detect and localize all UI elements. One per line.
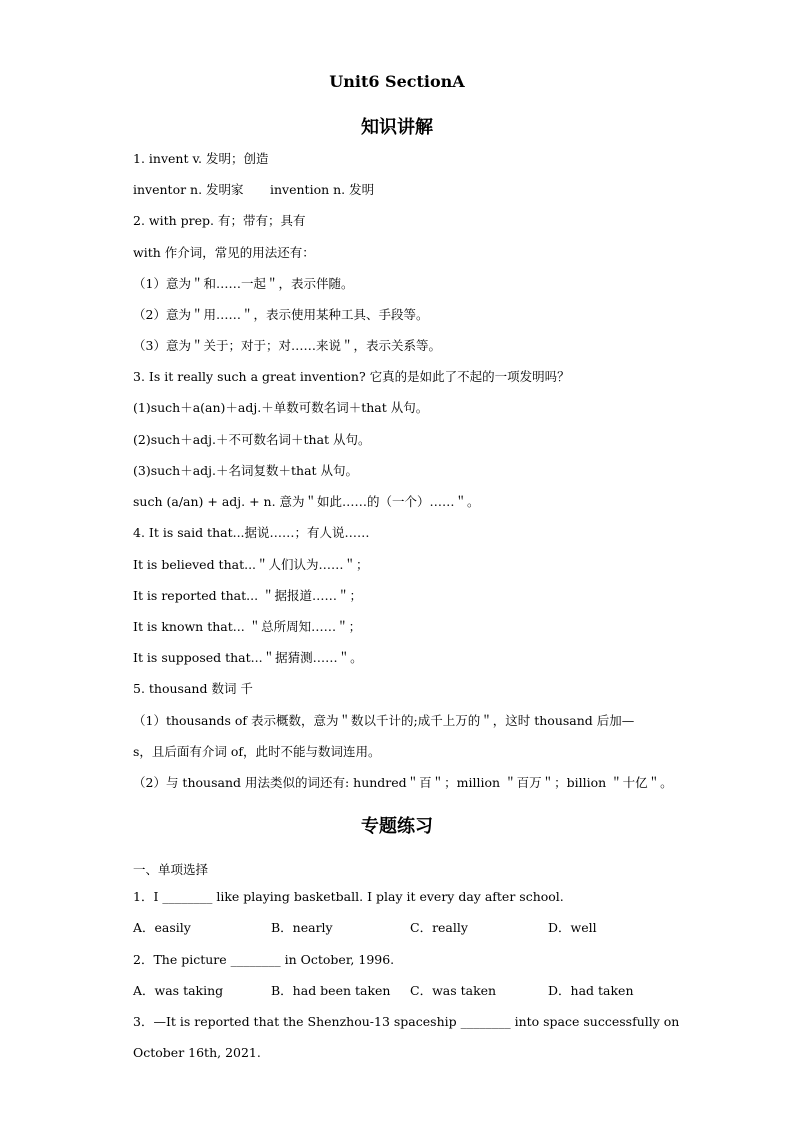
knowledge-line-9: (1)such＋a(an)＋adj.＋单数可数名词＋that 从句。	[133, 400, 429, 415]
q2-option-d: D．had taken	[548, 983, 634, 998]
knowledge-line-2a: inventor n. 发明家	[133, 182, 244, 197]
q1-option-b: B．nearly	[271, 920, 333, 935]
knowledge-line-19: （1）thousands of 表示概数，意为＂数以千计的;成千上万的＂，这时 thousand 后加—	[133, 713, 635, 728]
q1-option-a: A．easily	[133, 920, 191, 935]
knowledge-line-2b: invention n. 发明	[270, 182, 375, 197]
q2-option-a: A．was taking	[133, 983, 224, 998]
knowledge-line-14: It is believed that...＂人们认为……＂；	[133, 557, 369, 572]
knowledge-line-16: It is known that... ＂总所周知……＂；	[133, 619, 362, 634]
knowledge-line-12: such (a/an) + adj. + n. 意为＂如此……的（一个）……＂。	[133, 494, 480, 509]
knowledge-line-5: （1）意为＂和……一起＂，表示伴随。	[133, 276, 354, 291]
q1-option-c: C．really	[410, 920, 468, 935]
knowledge-line-11: (3)such＋adj.＋名词复数＋that 从句。	[133, 463, 359, 478]
knowledge-line-20: s，且后面有介词 of，此时不能与数词连用。	[133, 744, 381, 759]
knowledge-line-7: （3）意为＂关于；对于；对……来说＂，表示关系等。	[133, 338, 441, 353]
question-3-line-1: 3．—It is reported that the Shenzhou-13 spaceship ________ into space successfully on	[133, 1014, 680, 1029]
exercise-heading: 一、单项选择	[133, 862, 209, 877]
knowledge-line-21: （2）与 thousand 用法类似的词还有: hundred＂百＂；million ＂百万＂；billion ＂十亿＂。	[133, 775, 673, 790]
knowledge-line-13: 4. It is said that...据说……；有人说……	[133, 525, 370, 540]
section-heading-exercise: 专题练习	[361, 816, 433, 837]
q1-option-d: D．well	[548, 920, 597, 935]
knowledge-line-6: （2）意为＂用……＂，表示使用某种工具、手段等。	[133, 307, 429, 322]
question-1: 1．I ________ like playing basketball. I play it every day after school.	[133, 889, 564, 904]
knowledge-line-3: 2. with prep. 有；带有；具有	[133, 213, 306, 228]
question-2: 2．The picture ________ in October, 1996.	[133, 952, 395, 967]
knowledge-line-8: 3. Is it really such a great invention? 它真的是如此了不起的一项发明吗？	[133, 369, 570, 384]
document-title: Unit6 SectionA	[329, 72, 465, 91]
section-heading-knowledge: 知识讲解	[361, 117, 433, 138]
q2-option-b: B．had been taken	[271, 983, 391, 998]
knowledge-line-15: It is reported that... ＂据报道……＂；	[133, 588, 363, 603]
q2-option-c: C．was taken	[410, 983, 497, 998]
question-3-line-2: October 16th, 2021.	[133, 1045, 261, 1060]
knowledge-line-10: (2)such＋adj.＋不可数名词＋that 从句。	[133, 432, 371, 447]
knowledge-line-18: 5. thousand 数词 千	[133, 681, 253, 696]
knowledge-line-1: 1. invent v. 发明；创造	[133, 151, 269, 166]
knowledge-line-4: with 作介词，常见的用法还有：	[133, 245, 315, 260]
knowledge-line-17: It is supposed that...＂据猜测……＂。	[133, 650, 363, 665]
